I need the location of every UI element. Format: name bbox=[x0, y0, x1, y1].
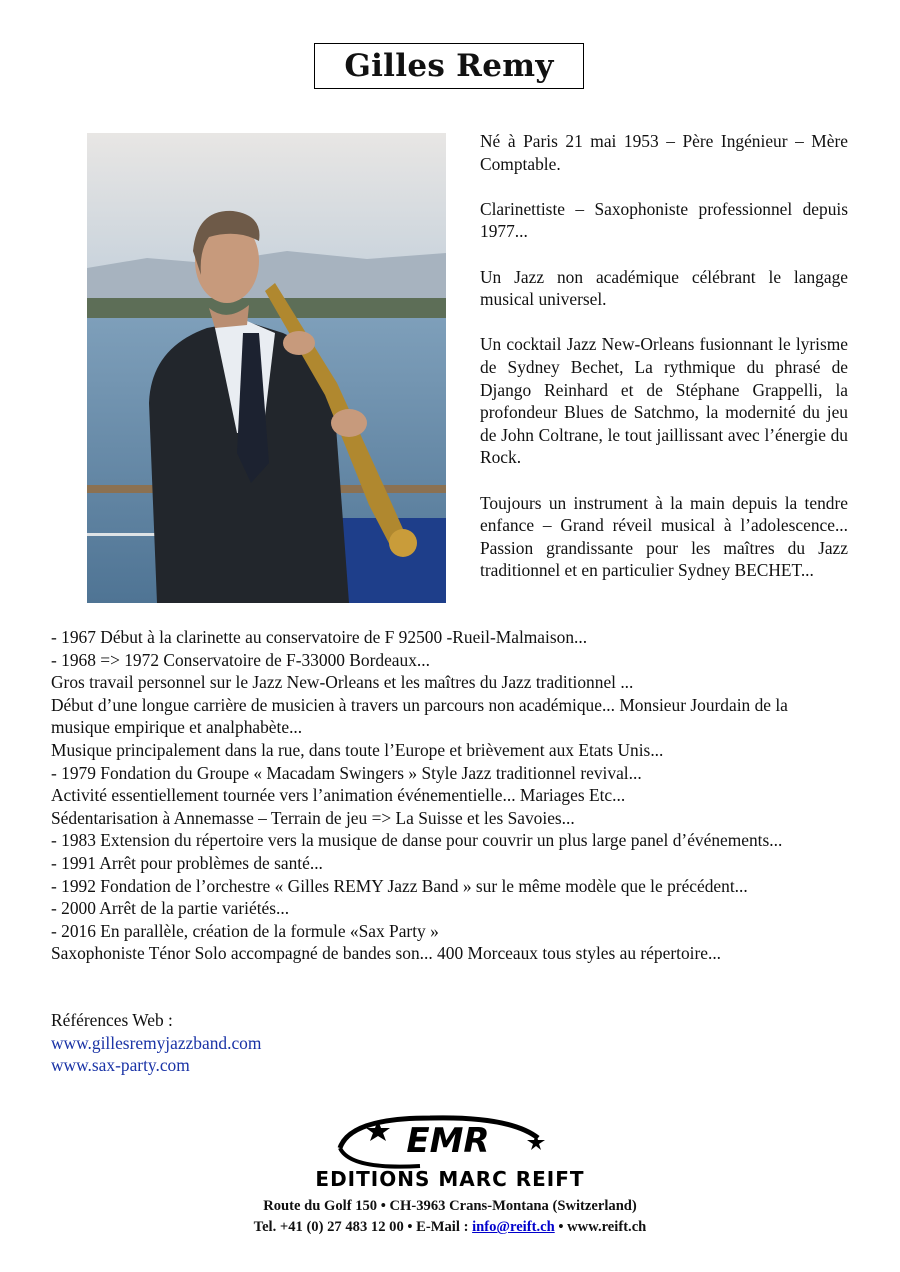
bio-line: Gros travail personnel sur le Jazz New-Orleans et les maîtres du Jazz traditionnel ... bbox=[51, 672, 634, 693]
bio-line: - 1979 Fondation du Groupe « Macadam Swingers » Style Jazz traditionnel revival... bbox=[51, 762, 642, 783]
bio-line: Début d’une longue carrière de musicien à travers un parcours non académique... Monsieur Jourdain de la musique empirique et analphabète... bbox=[51, 694, 788, 738]
intro-paragraph: Né à Paris 21 mai 1953 – Père Ingénieur – Mère Comptable. bbox=[480, 131, 848, 174]
bio-line: - 2016 En parallèle, création de la formule «Sax Party » bbox=[51, 920, 439, 941]
footer-address: Route du Golf 150 • CH-3963 Crans-Montana (Switzerland) bbox=[263, 1198, 637, 1214]
publisher-logo bbox=[280, 1108, 620, 1190]
bio-line: - 1968 => 1972 Conservatoire de F-33000 Bordeaux... bbox=[51, 649, 430, 670]
footer-email-link[interactable]: info@reift.ch bbox=[472, 1219, 555, 1235]
bio-line: Sédentarisation à Annemasse – Terrain de jeu => La Suisse et les Savoies... bbox=[51, 807, 575, 828]
bio-line: - 1991 Arrêt pour problèmes de santé... bbox=[51, 852, 323, 873]
bio-line: - 1967 Début à la clarinette au conservatoire de F 92500 -Rueil-Malmaison... bbox=[51, 627, 588, 647]
web-references bbox=[51, 1009, 551, 1077]
biography-timeline bbox=[51, 626, 851, 965]
intro-text bbox=[480, 130, 848, 604]
page-title: Gilles Remy bbox=[314, 43, 584, 89]
reference-link-sax-party[interactable]: www.sax-party.com bbox=[51, 1055, 190, 1076]
bio-line: - 1983 Extension du répertoire vers la musique de danse pour couvrir un plus large panel d’événements... bbox=[51, 830, 783, 851]
publisher-footer bbox=[0, 1196, 900, 1238]
references-label: Références Web : bbox=[51, 1010, 173, 1030]
intro-paragraph: Un cocktail Jazz New-Orleans fusionnant le lyrisme de Sydney Bechet, La rythmique du phrasé de Django Reinhard et de Stéphane Grappelli, la profondeur Blues de Satchmo, la modernité du jeu de John Coltrane, le tout jaillissant avec l’énergie du Rock. bbox=[480, 334, 848, 468]
bio-line: - 2000 Arrêt de la partie variétés... bbox=[51, 898, 290, 919]
footer-website[interactable]: • www.reift.ch bbox=[558, 1219, 647, 1235]
bio-line: Activité essentiellement tournée vers l’animation événementielle... Mariages Etc... bbox=[51, 785, 626, 806]
intro-paragraph: Toujours un instrument à la main depuis la tendre enfance – Grand réveil musical à l’adolescence... Passion grandissante pour les maîtres du Jazz traditionnel et en particulier Sydney BECHET... bbox=[480, 492, 848, 581]
star-icon bbox=[527, 1134, 545, 1150]
logo-mark: EMR bbox=[406, 1121, 490, 1161]
bio-line: - 1992 Fondation de l’orchestre « Gilles REMY Jazz Band » sur le même modèle que le précédent... bbox=[51, 875, 748, 896]
footer-contact bbox=[0, 1217, 900, 1238]
portrait-photo bbox=[87, 133, 446, 603]
intro-paragraph: Un Jazz non académique célébrant le langage musical universel. bbox=[480, 266, 848, 310]
reference-link-jazzband[interactable]: www.gillesremyjazzband.com bbox=[51, 1032, 262, 1053]
footer-phone: Tel. +41 (0) 27 483 12 00 • E-Mail : bbox=[253, 1219, 469, 1235]
intro-paragraph: Clarinettiste – Saxophoniste professionnel depuis 1977... bbox=[480, 198, 848, 242]
bio-line: Musique principalement dans la rue, dans toute l’Europe et brièvement aux Etats Unis... bbox=[51, 739, 664, 760]
bio-line: Saxophoniste Ténor Solo accompagné de bandes son... 400 Morceaux tous styles au répertoire... bbox=[51, 943, 722, 964]
logo-name: EDITIONS MARC REIFT bbox=[315, 1167, 585, 1190]
